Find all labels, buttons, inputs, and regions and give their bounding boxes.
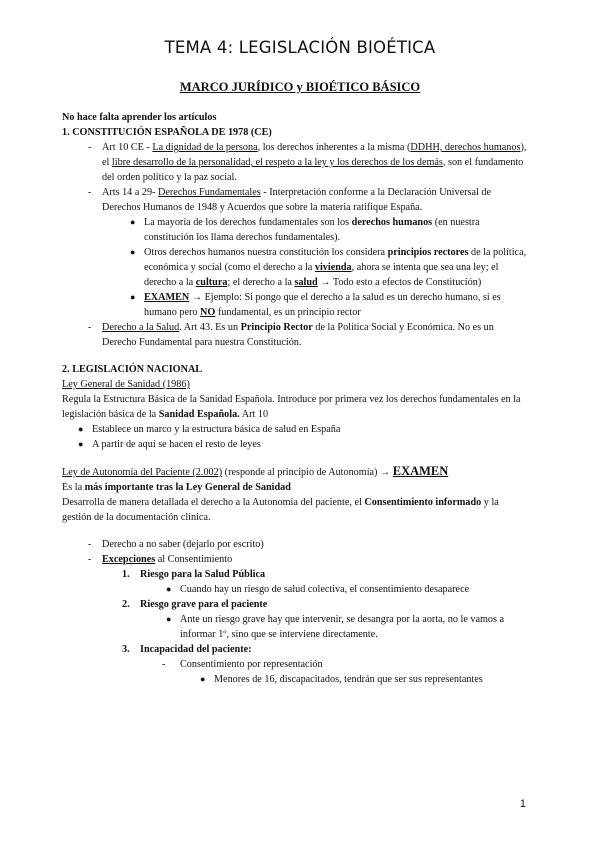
law-title: Ley de Autonomía del Paciente (2.002) (responde al principio de Autonomía) → EXAMEN [62, 464, 449, 478]
list-item: ● Ante un riesgo grave hay que intervenir, se desangra por la aorta, no le vamos a informar 1º, sino que se interviene directamente. [166, 614, 505, 640]
bullet-icon: ● [166, 584, 172, 594]
list-item: ● Establece un marco y la estructura básica de salud en España [78, 424, 341, 435]
paragraph: Desarrolla de manera detallada el derecho a la Autonomía del paciente, el Consentimiento informado y la gestión de la documentación clínica. [62, 497, 499, 523]
bullet-icon: ● [78, 424, 84, 434]
dash-marker: - [88, 539, 92, 550]
list-item: ● Otros derechos humanos nuestra constitución los considera principios rectores de la política, económica y social (como el derecho a la vivienda, ahora se intenta que sea una ley; el derecho a la cultura; el derecho a la salud → Todo esto a efectos de Constitución) [130, 247, 527, 288]
document-title: TEMA 4: LEGISLACIÓN BIOÉTICA [164, 38, 436, 57]
bullet-icon: ● [166, 614, 172, 624]
bullet-icon: ● [130, 247, 136, 257]
bullet-icon: ● [78, 439, 84, 449]
numbered-item: 2. Riesgo grave para el paciente [122, 599, 268, 610]
list-item: - Derecho a no saber (dejarlo por escrito) [88, 539, 264, 550]
dash-marker: - [88, 322, 92, 333]
list-item: - Derecho a la Salud. Art 43. Es un Principio Rector de la Política Social y Económica. No es un Derecho Fundamental para nuestra Constitución. [88, 322, 494, 348]
bullet-icon: ● [130, 217, 136, 227]
paragraph: Es la más importante tras la Ley General de Sanidad [62, 482, 291, 493]
list-item: - Art 10 CE - La dignidad de la persona, los derechos inherentes a la misma (DDHH, derechos humanos), el libre desarrollo de la personalidad, el respeto a la ley y los derechos de los demás, son el fundamento del orden político y la paz social. [88, 142, 527, 183]
note: No hace falta aprender los artículos [62, 112, 217, 123]
paragraph: Regula la Estructura Básica de la Sanidad Española. Introduce por primera vez los derechos fundamentales en la legislación básica de la Sanidad Española. Art 10 [62, 394, 521, 420]
law-title: Ley General de Sanidad (1986) [62, 379, 190, 390]
list-item: ● EXAMEN → Ejemplo: Si pongo que el derecho a la salud es un derecho humano, si es humano pero NO fundamental, es un principio rector [130, 292, 501, 318]
list-item: ● Menores de 16, discapacitados, tendrán que ser sus representantes [200, 674, 483, 685]
section-2-heading: 2. LEGISLACIÓN NACIONAL [62, 364, 203, 375]
numbered-item: 1. Riesgo para la Salud Pública [122, 569, 266, 580]
document-body [62, 110, 530, 687]
section-1-heading: 1. CONSTITUCIÓN ESPAÑOLA DE 1978 (CE) [62, 127, 272, 138]
dash-marker: - [88, 187, 92, 198]
page-number: 1 [519, 798, 526, 810]
list-item: ● La mayoría de los derechos fundamentales son los derechos humanos (en nuestra constitución los llama derechos fundamentales). [130, 217, 480, 243]
numbered-item: 3. Incapacidad del paciente: [122, 644, 252, 655]
dash-marker: - [162, 659, 166, 670]
list-item: - Excepciones al Consentimiento [88, 554, 233, 565]
list-item: ● A partir de aquí se hacen el resto de leyes [78, 439, 261, 450]
bullet-icon: ● [200, 674, 206, 684]
list-item: - Consentimiento por representación [162, 659, 323, 670]
dash-marker: - [88, 142, 92, 153]
list-item: ● Cuando hay un riesgo de salud colectiva, el consentimiento desaparece [166, 584, 470, 595]
bullet-icon: ● [130, 292, 136, 302]
list-item: - Arts 14 a 29- Derechos Fundamentales - Interpretación conforme a la Declaración Universal de Derechos Humanos de 1948 y Acuerdos que sobre la materia ratifique España. [88, 187, 491, 213]
dash-marker: - [88, 554, 92, 565]
document-subtitle: MARCO JURÍDICO y BIOÉTICO BÁSICO [179, 80, 421, 94]
